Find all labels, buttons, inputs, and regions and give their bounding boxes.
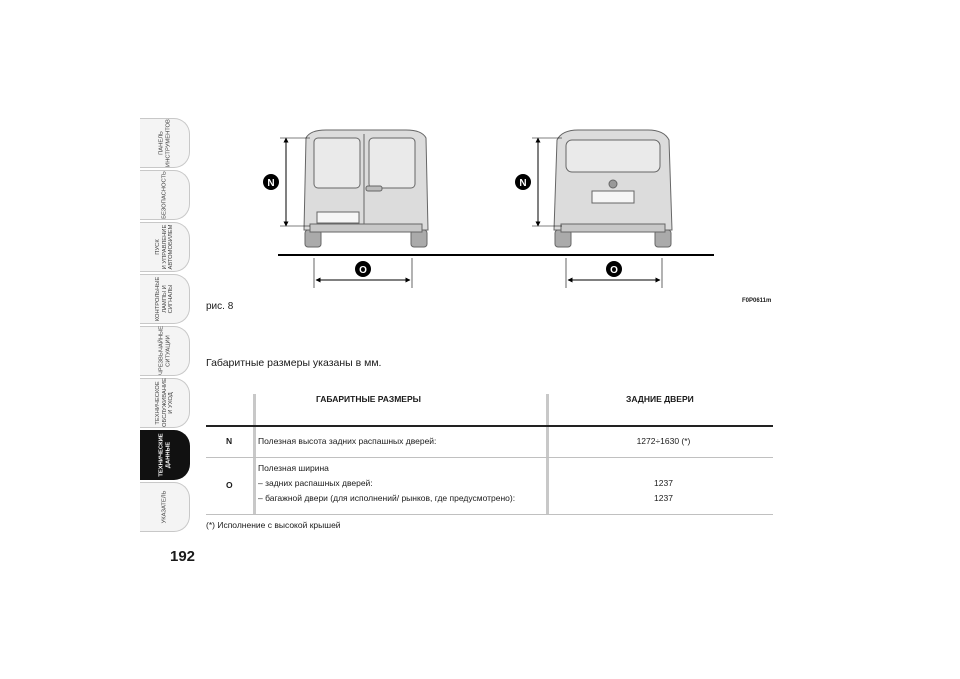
- tab-instrument-panel[interactable]: [140, 118, 190, 168]
- table-header: [206, 390, 773, 427]
- tab-label: ТЕХНИЧЕСКИЕ ДАННЫЕ: [157, 433, 171, 477]
- row-description: Полезная высота задних распашных дверей:: [258, 436, 437, 446]
- tab-label: КОНТРОЛЬНЫЕ ЛАМПЫ И СИГНАЛЫ: [154, 276, 174, 322]
- van-twin-doors: [304, 130, 428, 247]
- marker-n-2-label: N: [519, 178, 527, 189]
- row-key: O: [226, 480, 233, 490]
- tab-label: ЧРЕЗВЫЧАЙНЫЕ СИТУАЦИИ: [157, 325, 171, 375]
- row-value: 1237: [654, 493, 673, 503]
- page-number: 192: [170, 548, 196, 565]
- tab-maintenance[interactable]: [140, 378, 190, 428]
- van-tailgate: [554, 130, 672, 247]
- tab-label: БЕЗОПАСНОСТЬ: [161, 171, 168, 219]
- tab-label: ПАНЕЛЬ ИНСТРУМЕНТОВ: [157, 119, 171, 167]
- row-description-title: Полезная ширина: [258, 463, 329, 473]
- van-rear-dimensions-figure: [206, 118, 776, 298]
- header-rear-doors: ЗАДНИЕ ДВЕРИ: [626, 394, 694, 404]
- table-row: [206, 427, 773, 458]
- row-description: – багажной двери (для исполнений/ рынков, где предусмотрено):: [258, 493, 516, 503]
- tab-emergencies[interactable]: [140, 326, 190, 376]
- marker-n-1-label: N: [267, 178, 275, 189]
- tab-technical-data[interactable]: [140, 430, 190, 480]
- tab-label: ТЕХНИЧЕСКОЕ ОБСЛУЖИВАНИЕ И УХОД: [154, 377, 174, 427]
- chapter-tabs: [140, 118, 192, 534]
- tab-starting-driving[interactable]: [140, 222, 190, 272]
- table-row: [206, 458, 773, 515]
- row-key: N: [226, 436, 233, 446]
- row-value: 1237: [654, 478, 673, 488]
- marker-o-1-label: O: [359, 265, 367, 276]
- tab-safety[interactable]: [140, 170, 190, 220]
- tab-index[interactable]: [140, 482, 190, 532]
- intro-text: Габаритные размеры указаны в мм.: [206, 357, 382, 369]
- tab-label: УКАЗАТЕЛЬ: [161, 490, 168, 524]
- marker-o-2-label: O: [610, 265, 618, 276]
- row-description: – задних распашных дверей:: [258, 478, 373, 488]
- row-value: 1272÷1630 (*): [636, 436, 691, 446]
- tab-label: ПУСК И УПРАВЛЕНИЕ АВТОМОБИЛЕМ: [154, 224, 174, 270]
- header-dimensions: ГАБАРИТНЫЕ РАЗМЕРЫ: [316, 394, 421, 404]
- figure-label: рис. 8: [206, 301, 234, 312]
- dimensions-table: [206, 390, 773, 515]
- tab-warning-lights[interactable]: [140, 274, 190, 324]
- footnote: (*) Исполнение с высокой крышей: [206, 520, 341, 530]
- figure-code: F0P0611m: [742, 298, 772, 304]
